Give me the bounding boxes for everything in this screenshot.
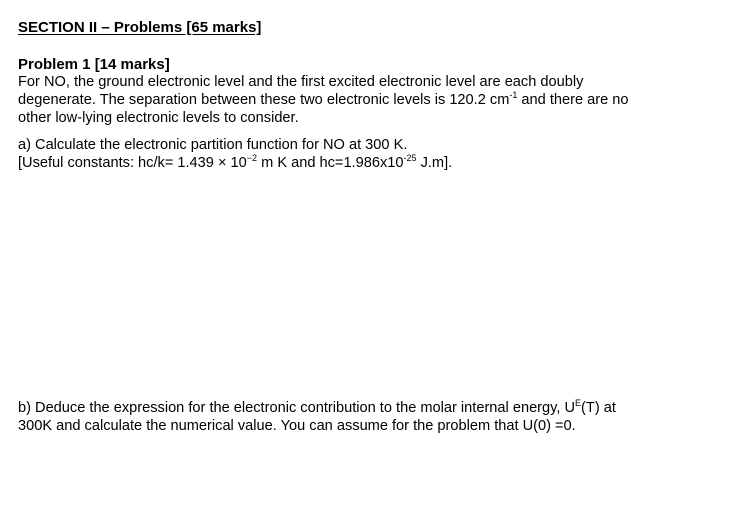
part-b-line-1	[18, 399, 616, 417]
exponent-2: -25	[403, 153, 417, 163]
part-b	[18, 399, 616, 435]
part-a-question: a) Calculate the electronic partition function for NO at 300 K.	[18, 137, 408, 153]
part-a	[18, 136, 452, 172]
problem-title: Problem 1 [14 marks]	[18, 56, 170, 73]
part-a-line-2	[18, 154, 452, 172]
constants-text-3: J.m].	[416, 155, 453, 171]
intro-line-3	[18, 109, 629, 127]
part-a-line-1	[18, 136, 452, 154]
intro-line-1-text: For NO, the ground electronic level and the first excited electronic level are each doubly	[18, 74, 584, 90]
part-b-question-3: 300K and calculate the numerical value. You can assume for the problem that U(0) =0.	[18, 418, 576, 434]
unit-exponent: -1	[509, 90, 518, 100]
intro-line-1	[18, 73, 629, 91]
part-b-line-2	[18, 417, 616, 435]
intro-line-2	[18, 91, 629, 109]
exponent-1: −2	[246, 153, 258, 163]
part-b-question-1: b) Deduce the expression for the electronic contribution to the molar internal energy, U	[18, 400, 576, 416]
intro-line-2-end: and there are no	[517, 92, 629, 108]
intro-line-2-text: degenerate. The separation between these two electronic levels is 120.2 cm	[18, 92, 510, 108]
constants-text-1: [Useful constants: hc/k= 1.439 × 10	[18, 155, 247, 171]
section-title: SECTION II – Problems [65 marks]	[18, 19, 262, 36]
part-b-question-2: (T) at	[581, 400, 616, 416]
problem-intro	[18, 73, 629, 127]
constants-text-2: m K and hc=1.986x10	[257, 155, 404, 171]
intro-line-3-text: other low-lying electronic levels to consider.	[18, 110, 299, 126]
energy-superscript: E	[575, 398, 582, 408]
